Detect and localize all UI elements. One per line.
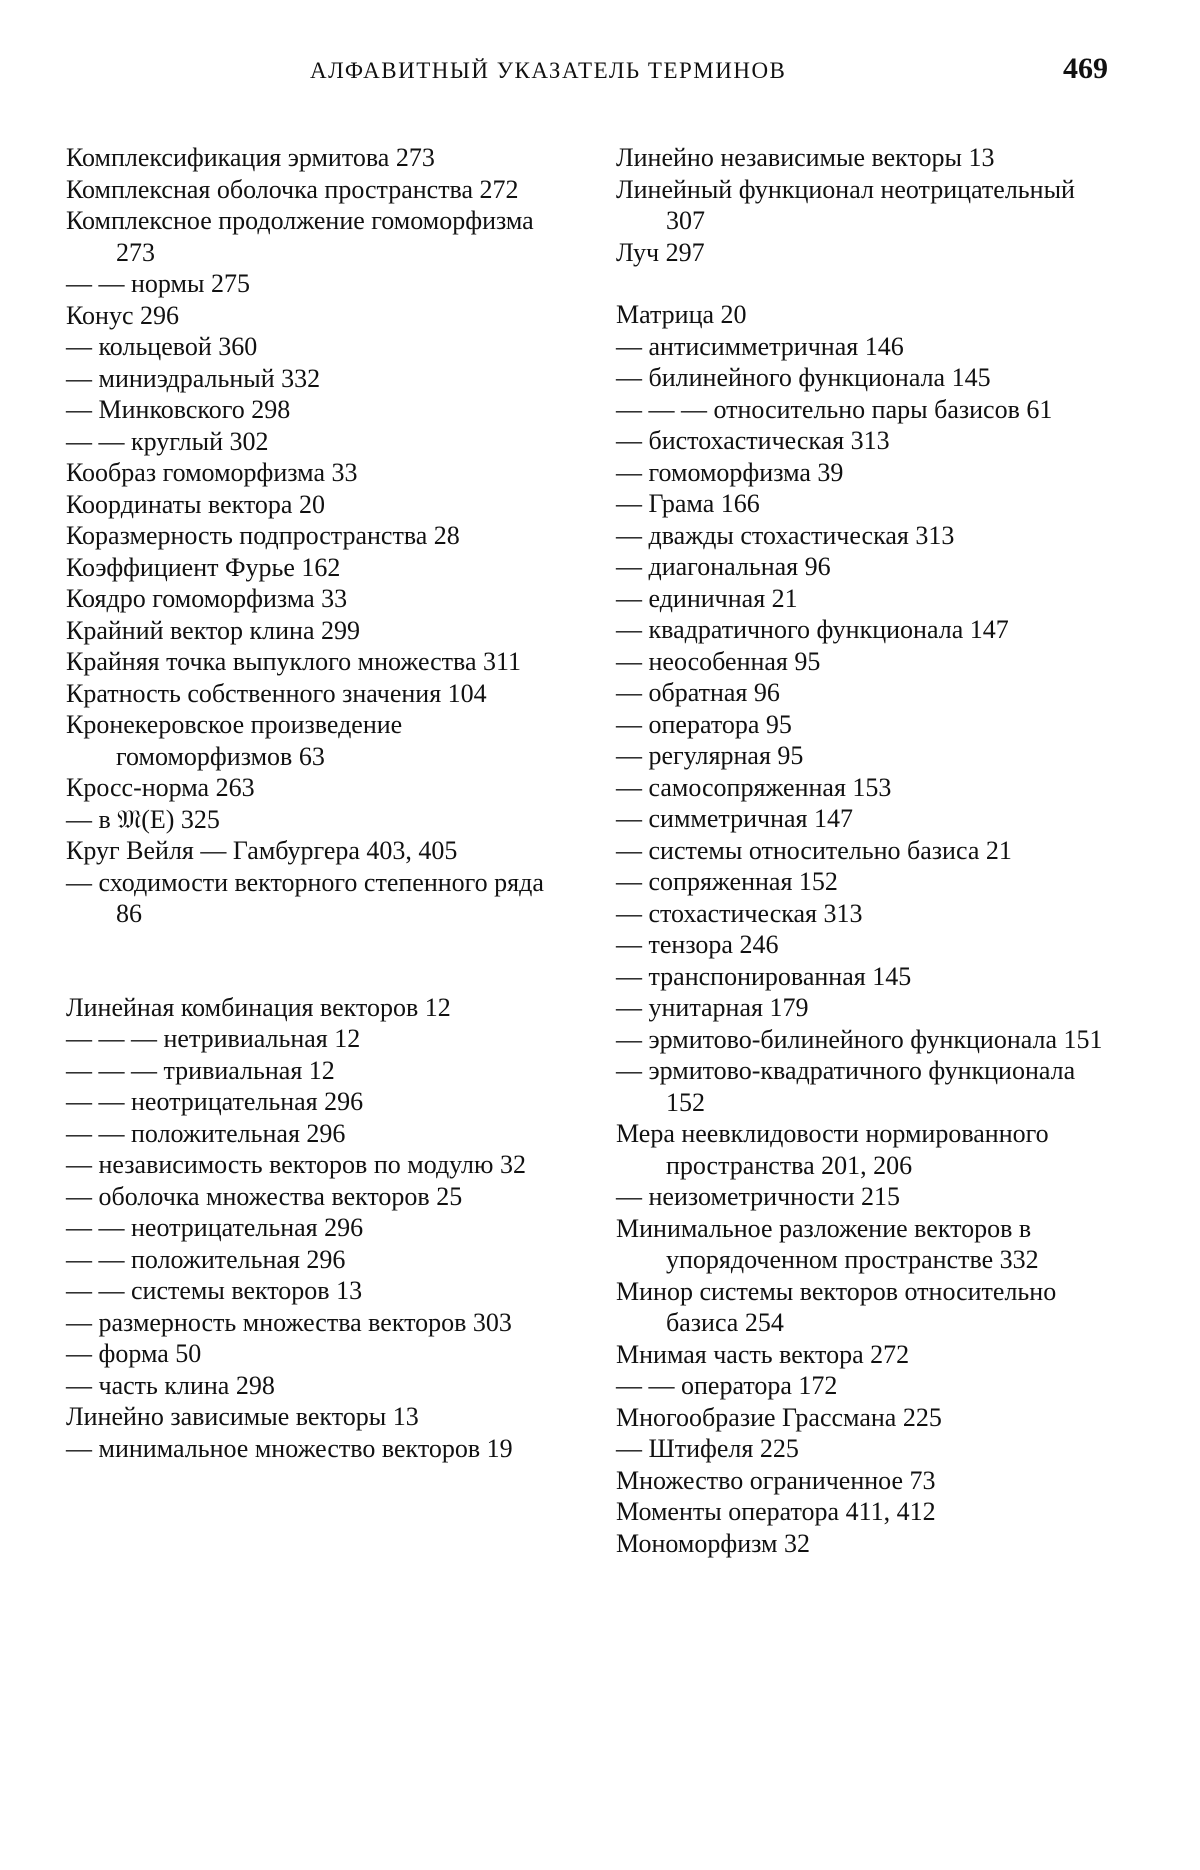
entry-spacer <box>616 268 1116 299</box>
index-entry: — — положительная 296 <box>66 1118 346 1148</box>
index-entry: — Штифеля 225 <box>616 1434 799 1463</box>
index-entry: — независимость векторов по модулю 32 <box>66 1150 526 1179</box>
index-entry: — — — тривиальная 12 <box>66 1055 335 1085</box>
index-entry: Мнимая часть вектора 272 <box>616 1339 910 1369</box>
index-entry: Матрица 20 <box>616 300 747 329</box>
page-number: 469 <box>1063 52 1108 85</box>
index-entry: Моменты оператора 411, 412 <box>616 1497 936 1526</box>
index-entry: Мономорфизм 32 <box>616 1528 810 1558</box>
index-entry: Многообразие Грассмана 225 <box>616 1402 942 1432</box>
index-entry: — — положительная 296 <box>66 1244 346 1274</box>
index-entry: — минимальное множество векторов 19 <box>66 1433 513 1463</box>
index-entry: — стохастическая 313 <box>616 898 863 928</box>
index-entry: Минимальное разложение векторов в упорядоченном пространстве 332 <box>616 1213 1039 1274</box>
index-entry: — Грама 166 <box>616 489 760 518</box>
index-entry: — — системы векторов 13 <box>66 1276 363 1305</box>
index-entry: — часть клина 298 <box>66 1370 275 1400</box>
index-entry: — диагональная 96 <box>616 552 831 581</box>
index-entry: — — неотрицательная 296 <box>66 1213 364 1242</box>
index-entry: Линейный функционал неотрицательный 307 <box>616 174 1075 235</box>
index-entry: Крайний вектор клина 299 <box>66 615 360 645</box>
index-entry: — самосопряженная 153 <box>616 772 892 802</box>
index-entry: Луч 297 <box>616 237 705 267</box>
index-entry: Конус 296 <box>66 300 180 330</box>
index-entry: Минор системы векторов относительно базиса 254 <box>616 1276 1057 1337</box>
index-entry: — обратная 96 <box>616 678 780 707</box>
index-entry: — единичная 21 <box>616 583 798 613</box>
index-entry: — унитарная 179 <box>616 993 809 1022</box>
index-entry: — кольцевой 360 <box>66 332 258 361</box>
index-entry: Линейная комбинация векторов 12 <box>66 992 451 1022</box>
entry-spacer <box>66 930 566 992</box>
index-entry: — антисимметричная 146 <box>616 331 904 361</box>
index-entry: — эрмитово-билинейного функционала 151 <box>616 1024 1103 1054</box>
index-entry: Мера неевклидовости нормированного пространства 201, 206 <box>616 1119 1049 1180</box>
index-entry: — транспонированная 145 <box>616 961 912 991</box>
index-entry: — сопряженная 152 <box>616 867 838 896</box>
index-entry: Кообраз гомоморфизма 33 <box>66 458 358 487</box>
index-column-left <box>66 142 566 1464</box>
index-entry: Комплексное продолжение гомоморфизма 273 <box>66 206 534 267</box>
index-entry: — неособенная 95 <box>616 646 821 676</box>
index-entry: Кросс-норма 263 <box>66 773 255 802</box>
index-entry: — бистохастическая 313 <box>616 426 890 455</box>
index-entry: Крайняя точка выпуклого множества 311 <box>66 647 522 676</box>
index-entry: Кратность собственного значения 104 <box>66 678 487 708</box>
index-entry: — тензора 246 <box>616 930 779 959</box>
index-entry: Коэффициент Фурье 162 <box>66 552 341 582</box>
index-entry: Линейно зависимые векторы 13 <box>66 1402 419 1431</box>
index-entry: — — — относительно пары базисов 61 <box>616 394 1053 424</box>
index-entry: — миниэдральный 332 <box>66 363 321 393</box>
index-entry: Комплексификация эрмитова 273 <box>66 143 435 172</box>
index-entry: Множество ограниченное 73 <box>616 1465 936 1495</box>
index-entry: — сходимости векторного степенного ряда 86 <box>66 867 544 928</box>
index-entry: — Минковского 298 <box>66 395 291 424</box>
index-entry: — — нормы 275 <box>66 269 250 298</box>
index-entry: — квадратичного функционала 147 <box>616 615 1009 644</box>
index-entry: Кронекеровское произведение гомоморфизмов 63 <box>66 710 403 771</box>
index-entry: — — круглый 302 <box>66 426 269 456</box>
index-entry: — форма 50 <box>66 1339 202 1368</box>
index-entry: Круг Вейля — Гамбургера 403, 405 <box>66 836 458 865</box>
index-entry: — симметричная 147 <box>616 804 853 833</box>
index-entry: — оператора 95 <box>616 709 792 739</box>
index-entry: — гомоморфизма 39 <box>616 457 844 487</box>
index-entry: Комплексная оболочка пространства 272 <box>66 174 519 204</box>
index-entry: — дважды стохастическая 313 <box>616 520 955 550</box>
index-column-right <box>616 142 1116 1559</box>
index-entry: — оболочка множества векторов 25 <box>66 1181 463 1211</box>
index-entry: — — оператора 172 <box>616 1371 838 1400</box>
index-entry: Координаты вектора 20 <box>66 489 325 519</box>
index-entry: — регулярная 95 <box>616 741 804 770</box>
index-entry: — системы относительно базиса 21 <box>616 835 1012 865</box>
page-header <box>0 50 1200 90</box>
index-entry: — неизометричности 215 <box>616 1182 901 1211</box>
index-entry: — билинейного функционала 145 <box>616 363 991 392</box>
index-entry: — в 𝔐(E) 325 <box>66 804 220 834</box>
index-entry: Коразмерность подпространства 28 <box>66 521 460 550</box>
running-title: АЛФАВИТНЫЙ УКАЗАТЕЛЬ ТЕРМИНОВ <box>310 58 787 83</box>
index-entry: — — неотрицательная 296 <box>66 1087 364 1116</box>
index-entry: — — — нетривиальная 12 <box>66 1024 361 1053</box>
index-entry: — размерность множества векторов 303 <box>66 1307 512 1337</box>
index-entry: Коядро гомоморфизма 33 <box>66 584 348 613</box>
index-entry: Линейно независимые векторы 13 <box>616 143 995 172</box>
index-entry: — эрмитово-квадратичного функционала 152 <box>616 1056 1076 1117</box>
